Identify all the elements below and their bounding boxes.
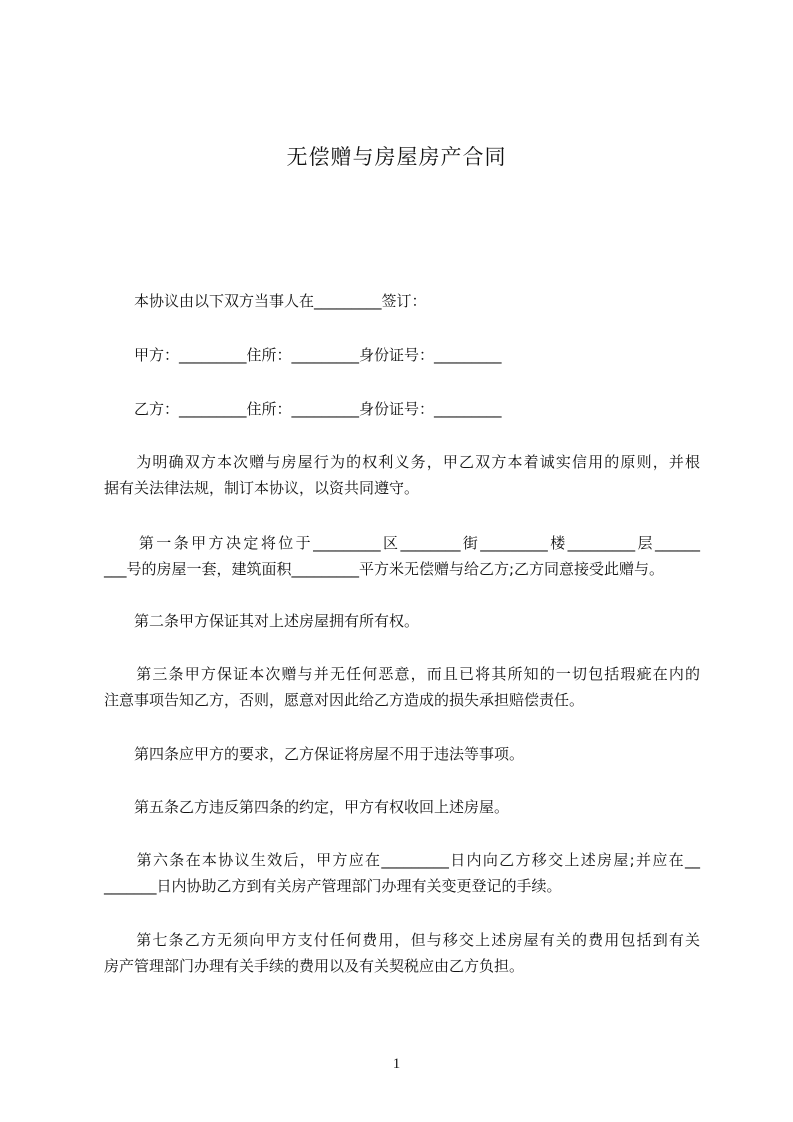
page-number: 1: [392, 1056, 401, 1072]
article-1-paragraph: [104, 530, 700, 582]
preamble-paragraph: [104, 449, 700, 501]
article-3-line-1: 第三条甲方保证本次赠与并无任何恶意，而且已将其所知的一切包括瑕疵在内的: [104, 665, 700, 683]
article-7-line-2: 房产管理部门办理有关手续的费用以及有关契税应由乙方负担。: [104, 957, 525, 975]
party-a-line: 甲方：_________住所：_________身份证号：_________: [104, 346, 502, 364]
article-6-line-2: _______日内协助乙方到有关房产管理部门办理有关变更登记的手续。: [104, 877, 562, 895]
article-3-paragraph: [104, 661, 700, 713]
article-7-paragraph: [104, 927, 700, 979]
article-7-line-1: 第七条乙方无须向甲方支付任何费用，但与移交上述房屋有关的费用包括到有关: [104, 931, 700, 949]
article-1-line-2: ___号的房屋一套，建筑面积_________平方米无偿赠与给乙方;乙方同意接受此赠与。: [104, 560, 665, 578]
preamble-line-1: 为明确双方本次赠与房屋行为的权利义务，甲乙双方本着诚实信用的原则，并根: [104, 453, 700, 471]
article-3-line-2: 注意事项告知乙方，否则，愿意对因此给乙方造成的损失承担赔偿责任。: [104, 691, 585, 709]
article-5-line: 第五条乙方违反第四条的约定，甲方有权收回上述房屋。: [104, 798, 510, 816]
article-1-line-1: 第一条甲方决定将位于_________区________街_________楼_________层______: [104, 534, 700, 552]
intro-line: 本协议由以下双方当事人在_________签订：: [104, 292, 427, 310]
article-6-paragraph: [104, 847, 700, 899]
article-4-line: 第四条应甲方的要求，乙方保证将房屋不用于违法等事项。: [104, 745, 525, 763]
preamble-line-2: 据有关法律法规，制订本协议，以资共同遵守。: [104, 479, 420, 497]
article-6-line-1: 第六条在本协议生效后，甲方应在_________日内向乙方移交上述房屋;并应在__: [104, 851, 700, 869]
party-b-line: 乙方：_________住所：_________身份证号：_________: [104, 400, 502, 418]
article-2-line: 第二条甲方保证其对上述房屋拥有所有权。: [104, 612, 420, 630]
document-title: 无偿赠与房屋房产合同: [286, 145, 507, 169]
